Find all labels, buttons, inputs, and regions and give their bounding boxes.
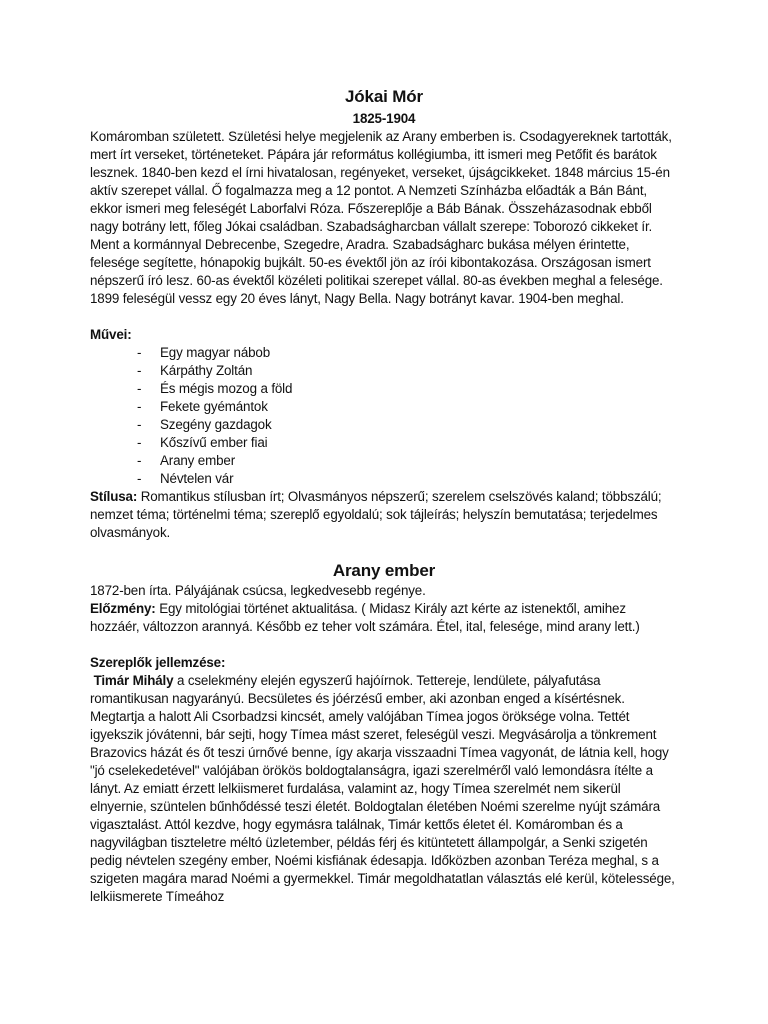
style-label: Stílusa: [90, 489, 138, 504]
list-item [90, 380, 678, 398]
background-label: Előzmény: [90, 601, 156, 616]
spacer [90, 542, 678, 556]
document-content [90, 86, 678, 906]
style-text: Romantikus stílusban írt; Olvasmányos népszerű; szerelem cselszövés kaland; többszálú; nemzet téma; történelmi téma; szereplő egyoldalú; sok tájleírás; helyszín bemutatása; terjedelmes olvasmányok. [90, 489, 662, 540]
list-dash: - [137, 363, 142, 378]
work-title: Szegény gazdagok [160, 417, 272, 432]
list-dash: - [137, 381, 142, 396]
character-name: Timár Mihály [93, 673, 174, 688]
character-paragraph [90, 672, 678, 906]
style-paragraph [90, 488, 678, 542]
list-dash: - [137, 435, 142, 450]
work-title: Névtelen vár [160, 471, 234, 486]
spacer [90, 308, 678, 326]
character-text: a cselekmény elején egyszerű hajóírnok. Tettereje, lendülete, pályafutása romantikusan nagyarányú. Becsületes és jóérzésű ember, aki azonban enged a kísértésnek. Megtartja a halott Ali Csorbadzsi kincsét, amely valójában Tímea jogos öröksége volna. Tettét igyekszik jóvátenni, bár sejti, hogy Tímea mást szeret, feleségül veszi. Megvásárolja a tönkrement Brazovics házát és őt teszi úrnővé benne, így akarja visszaadni Tímea vagyonát, de látnia kell, hogy "jó cselekedetével" valójában örökös boldogtalanságra, igazi szerelméről való lemondásra ítélte a lányt. Az emiatt érzett lelkiismeret furdalása, valamint az, hogy Tímea szerelmét nem sikerül elnyernie, szüntelen bűnhődéssé teszi életét. Boldogtalan életében Noémi szerelme nyújt számára vigasztalást. Attól kezdve, hogy egymásra találnak, Timár kettős életet él. Komáromban és a nagyvilágban tiszteletre méltó üzletember, példás férj és kitüntetett állampolgár, a Senki szigetén pedig névtelen szegény ember, Noémi kisfiának édesapja. Időközben azonban Teréza meghal, s a szigeten magára marad Noémi a gyermekkel. Timár megoldhatatlan választás elé kerül, kötelessége, lelkiismerete Tímeához [90, 673, 675, 904]
novel-title: Arany ember [332, 561, 436, 580]
work-title: Egy magyar nábob [160, 345, 271, 360]
list-item [90, 362, 678, 380]
work-title: Kőszívű ember fiai [160, 435, 268, 450]
list-dash: - [137, 417, 142, 432]
work-title: Kárpáthy Zoltán [160, 363, 253, 378]
author-dates: 1825-1904 [352, 111, 416, 126]
list-item [90, 434, 678, 452]
spacer [90, 636, 678, 654]
work-title: Fekete gyémántok [160, 399, 268, 414]
background-text: Egy mitológiai történet aktualitása. ( Midasz Király azt kérte az istenektől, amihez hozzáér, változzon arannyá. Később ez teher volt számára. Étel, ital, felesége, mind arany lett.) [90, 601, 640, 634]
list-item [90, 452, 678, 470]
list-dash: - [137, 345, 142, 360]
characters-heading: Szereplők jellemzése: [90, 655, 226, 670]
works-heading: Művei: [90, 327, 132, 342]
list-dash: - [137, 399, 142, 414]
work-title: És mégis mozog a föld [160, 381, 293, 396]
list-item [90, 416, 678, 434]
list-dash: - [137, 453, 142, 468]
author-biography: Komáromban született. Születési helye megjelenik az Arany emberben is. Csodagyereknek tartották, mert írt verseket, történeteket. Pápára jár református kollégiumba, itt ismeri meg Petőfit és barátok lesznek. 1840-ben kezd el írni hivatalosan, regényeket, verseket, újságcikkeket. 1848 március 15-én aktív szerepet vállal. Ő fogalmazza meg a 12 pontot. A Nemzeti Színházba előadták a Bán Bánt, ekkor ismeri meg feleségét Laborfalvi Róza. Főszereplője a Báb Bának. Összeházasodnak ebből nagy botrány lett, főleg Jókai családban. Szabadságharcban vállalt szerepe: Toborozó cikkeket ír. Ment a kormánnyal Debrecenbe, Szegedre, Aradra. Szabadságharc bukása mélyen érintette, felesége segítette, hónapokig bujkált. 50-es évektől jön az írói kibontakozása. Országosan ismert népszerű író lesz. 60-as évektől közéleti politikai szerepet vállal. 80-as években meghal a felesége. 1899 feleségül vessz egy 20 éves lányt, Nagy Bella. Nagy botrányt kavar. 1904-ben meghal. [90, 129, 672, 306]
list-item [90, 470, 678, 488]
author-title: Jókai Mór [344, 87, 423, 106]
list-item [90, 398, 678, 416]
list-dash: - [137, 471, 142, 486]
list-item [90, 344, 678, 362]
work-title: Arany ember [160, 453, 236, 468]
novel-intro: 1872-ben írta. Pályájának csúcsa, legkedvesebb regénye. [90, 583, 426, 598]
works-list [90, 344, 678, 488]
background-paragraph [90, 600, 678, 636]
